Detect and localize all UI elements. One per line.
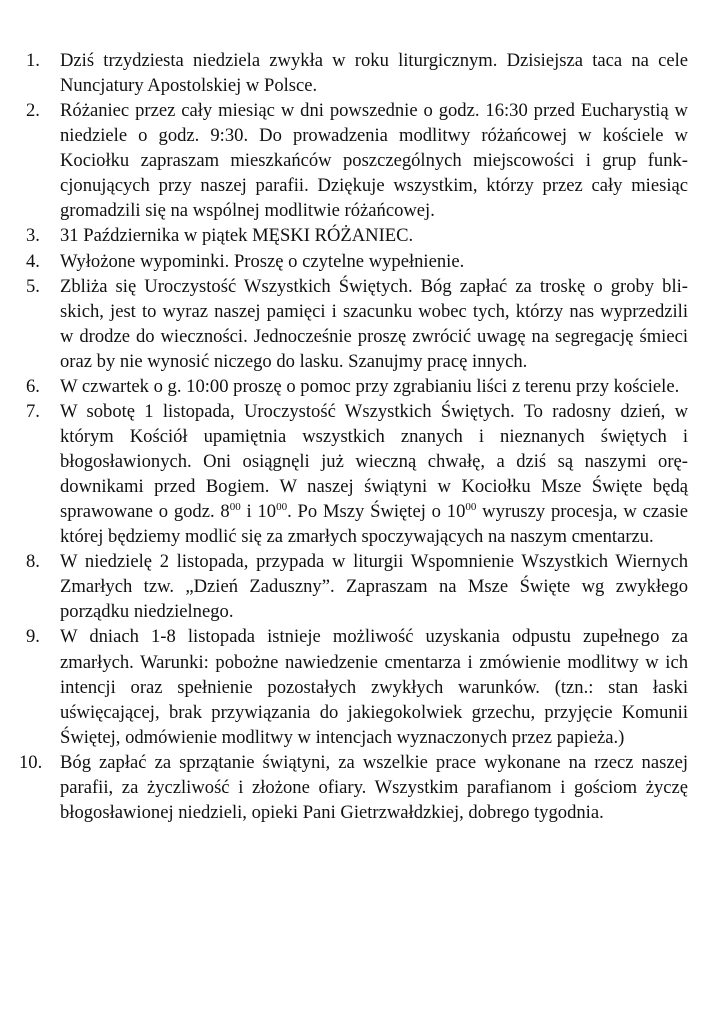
- time-superscript: 00: [276, 501, 288, 514]
- item-number: 7.: [26, 400, 40, 422]
- item-text-part: . Po Mszy Świętej o 10: [287, 501, 466, 523]
- announcements-list: [0, 48, 724, 825]
- item-number: 3.: [26, 225, 40, 247]
- item-number: 6.: [26, 375, 40, 397]
- announcement-item-2: [0, 98, 724, 223]
- item-number: 10.: [19, 751, 43, 773]
- item-text-part: wyruszy procesja, w czasie której będziemy modlić się za zmarłych spoczywających na naszym cmentarzu.: [60, 501, 689, 548]
- item-number: 4.: [26, 250, 40, 272]
- announcement-item-4: [0, 249, 724, 274]
- item-text-part: i 10: [240, 501, 277, 523]
- announcement-item-9: [0, 624, 724, 749]
- item-text: 31 Października w piątek MĘSKI RÓŻANIEC.: [60, 225, 414, 247]
- item-text-part: W sobotę 1 listopada, Uroczystość Wszystkich Świętych. To radosny dzień, w którym Kościół upamiętnia wszystkich znanych i nieznanych świętych i błogosławionych. Oni osiągnęli już wieczną chwałę, a dziś są naszymi orędownikami przed Bogiem. W naszej świątyni w Kociołku Msze Święte będą sprawowane o godz. 8: [60, 400, 688, 523]
- item-text: Zbliża się Uroczystość Wszystkich Świętych. Bóg zapłać za troskę o groby bliskich, jest to wyraz naszej pamięci i szacunku wobec tych, którzy nas wyprzedzili w drodze do wieczności. Jednocześnie proszę zwrócić uwagę na segregację śmieci oraz by nie wynosić niczego do lasku. Szanujmy pracę innych.: [60, 275, 688, 372]
- item-text: W czwartek o g. 10:00 proszę o pomoc przy zgrabianiu liści z terenu przy kościele.: [60, 375, 680, 397]
- announcement-item-3: [0, 223, 724, 248]
- item-text: [60, 401, 688, 547]
- announcement-item-7: [0, 399, 724, 549]
- time-superscript: 00: [465, 501, 477, 514]
- item-text: Różaniec przez cały miesiąc w dni powszednie o godz. 16:30 przed Eucharystią w niedziele o godz. 9:30. Do prowadzenia modlitwy różańcowej w kościele w Kociołku zapraszam mieszkańców poszczególnych miejscowości i grup funkcjonujących przy naszej parafii. Dziękuje wszystkim, którzy przez cały miesiąc gromadzili się na wspólnej modlitwie różańcowej.: [60, 100, 688, 222]
- item-text: W niedzielę 2 listopada, przypada w liturgii Wspomnienie Wszystkich Wiernych Zmarłych tzw. „Dzień Zaduszny”. Zapraszam na Msze Święte wg zwykłego porządku niedzielnego.: [60, 551, 688, 623]
- time-superscript: 00: [229, 501, 241, 514]
- item-number: 2.: [26, 100, 40, 122]
- item-number: 1.: [26, 50, 40, 71]
- announcement-item-8: [0, 549, 724, 624]
- item-text: W dniach 1-8 listopada istnieje możliwość uzyskania odpustu zupełnego za zmarłych. Warunki: pobożne nawiedzenie cmentarza i zmówienie modlitwy w ich intencji oraz spełnienie pozostałych zwykłych warunków. (tzn.: stan łaski uświęcającej, brak przywiązania do jakiegokolwiek grzechu, przyjęcie Komunii Świętej, odmówienie modlitwy w intencjach wyznaczonych przez papieża.): [60, 626, 688, 748]
- item-text: Wyłożone wypominki. Proszę o czytelne wypełnienie.: [60, 250, 465, 272]
- announcement-item-1: [0, 48, 724, 98]
- item-number: 8.: [26, 551, 40, 573]
- item-number: 5.: [26, 275, 40, 297]
- announcement-item-10: [0, 750, 724, 825]
- announcements-page: [0, 48, 724, 825]
- announcement-item-6: [0, 374, 724, 399]
- item-text: Bóg zapłać za sprzątanie świątyni, za wszelkie prace wykonane na rzecz naszej parafii, za życzliwość i złożone ofiary. Wszystkim parafianom i gościom życzę błogosławionej niedzieli, opieki Pani Gietrzwałdzkiej, dobrego tygodnia.: [60, 751, 688, 823]
- announcement-item-5: [0, 274, 724, 374]
- item-text: Dziś trzydziesta niedziela zwykła w roku liturgicznym. Dzisiejsza taca na cele Nuncjatury Apostolskiej w Polsce.: [60, 50, 688, 97]
- item-number: 9.: [26, 626, 40, 648]
